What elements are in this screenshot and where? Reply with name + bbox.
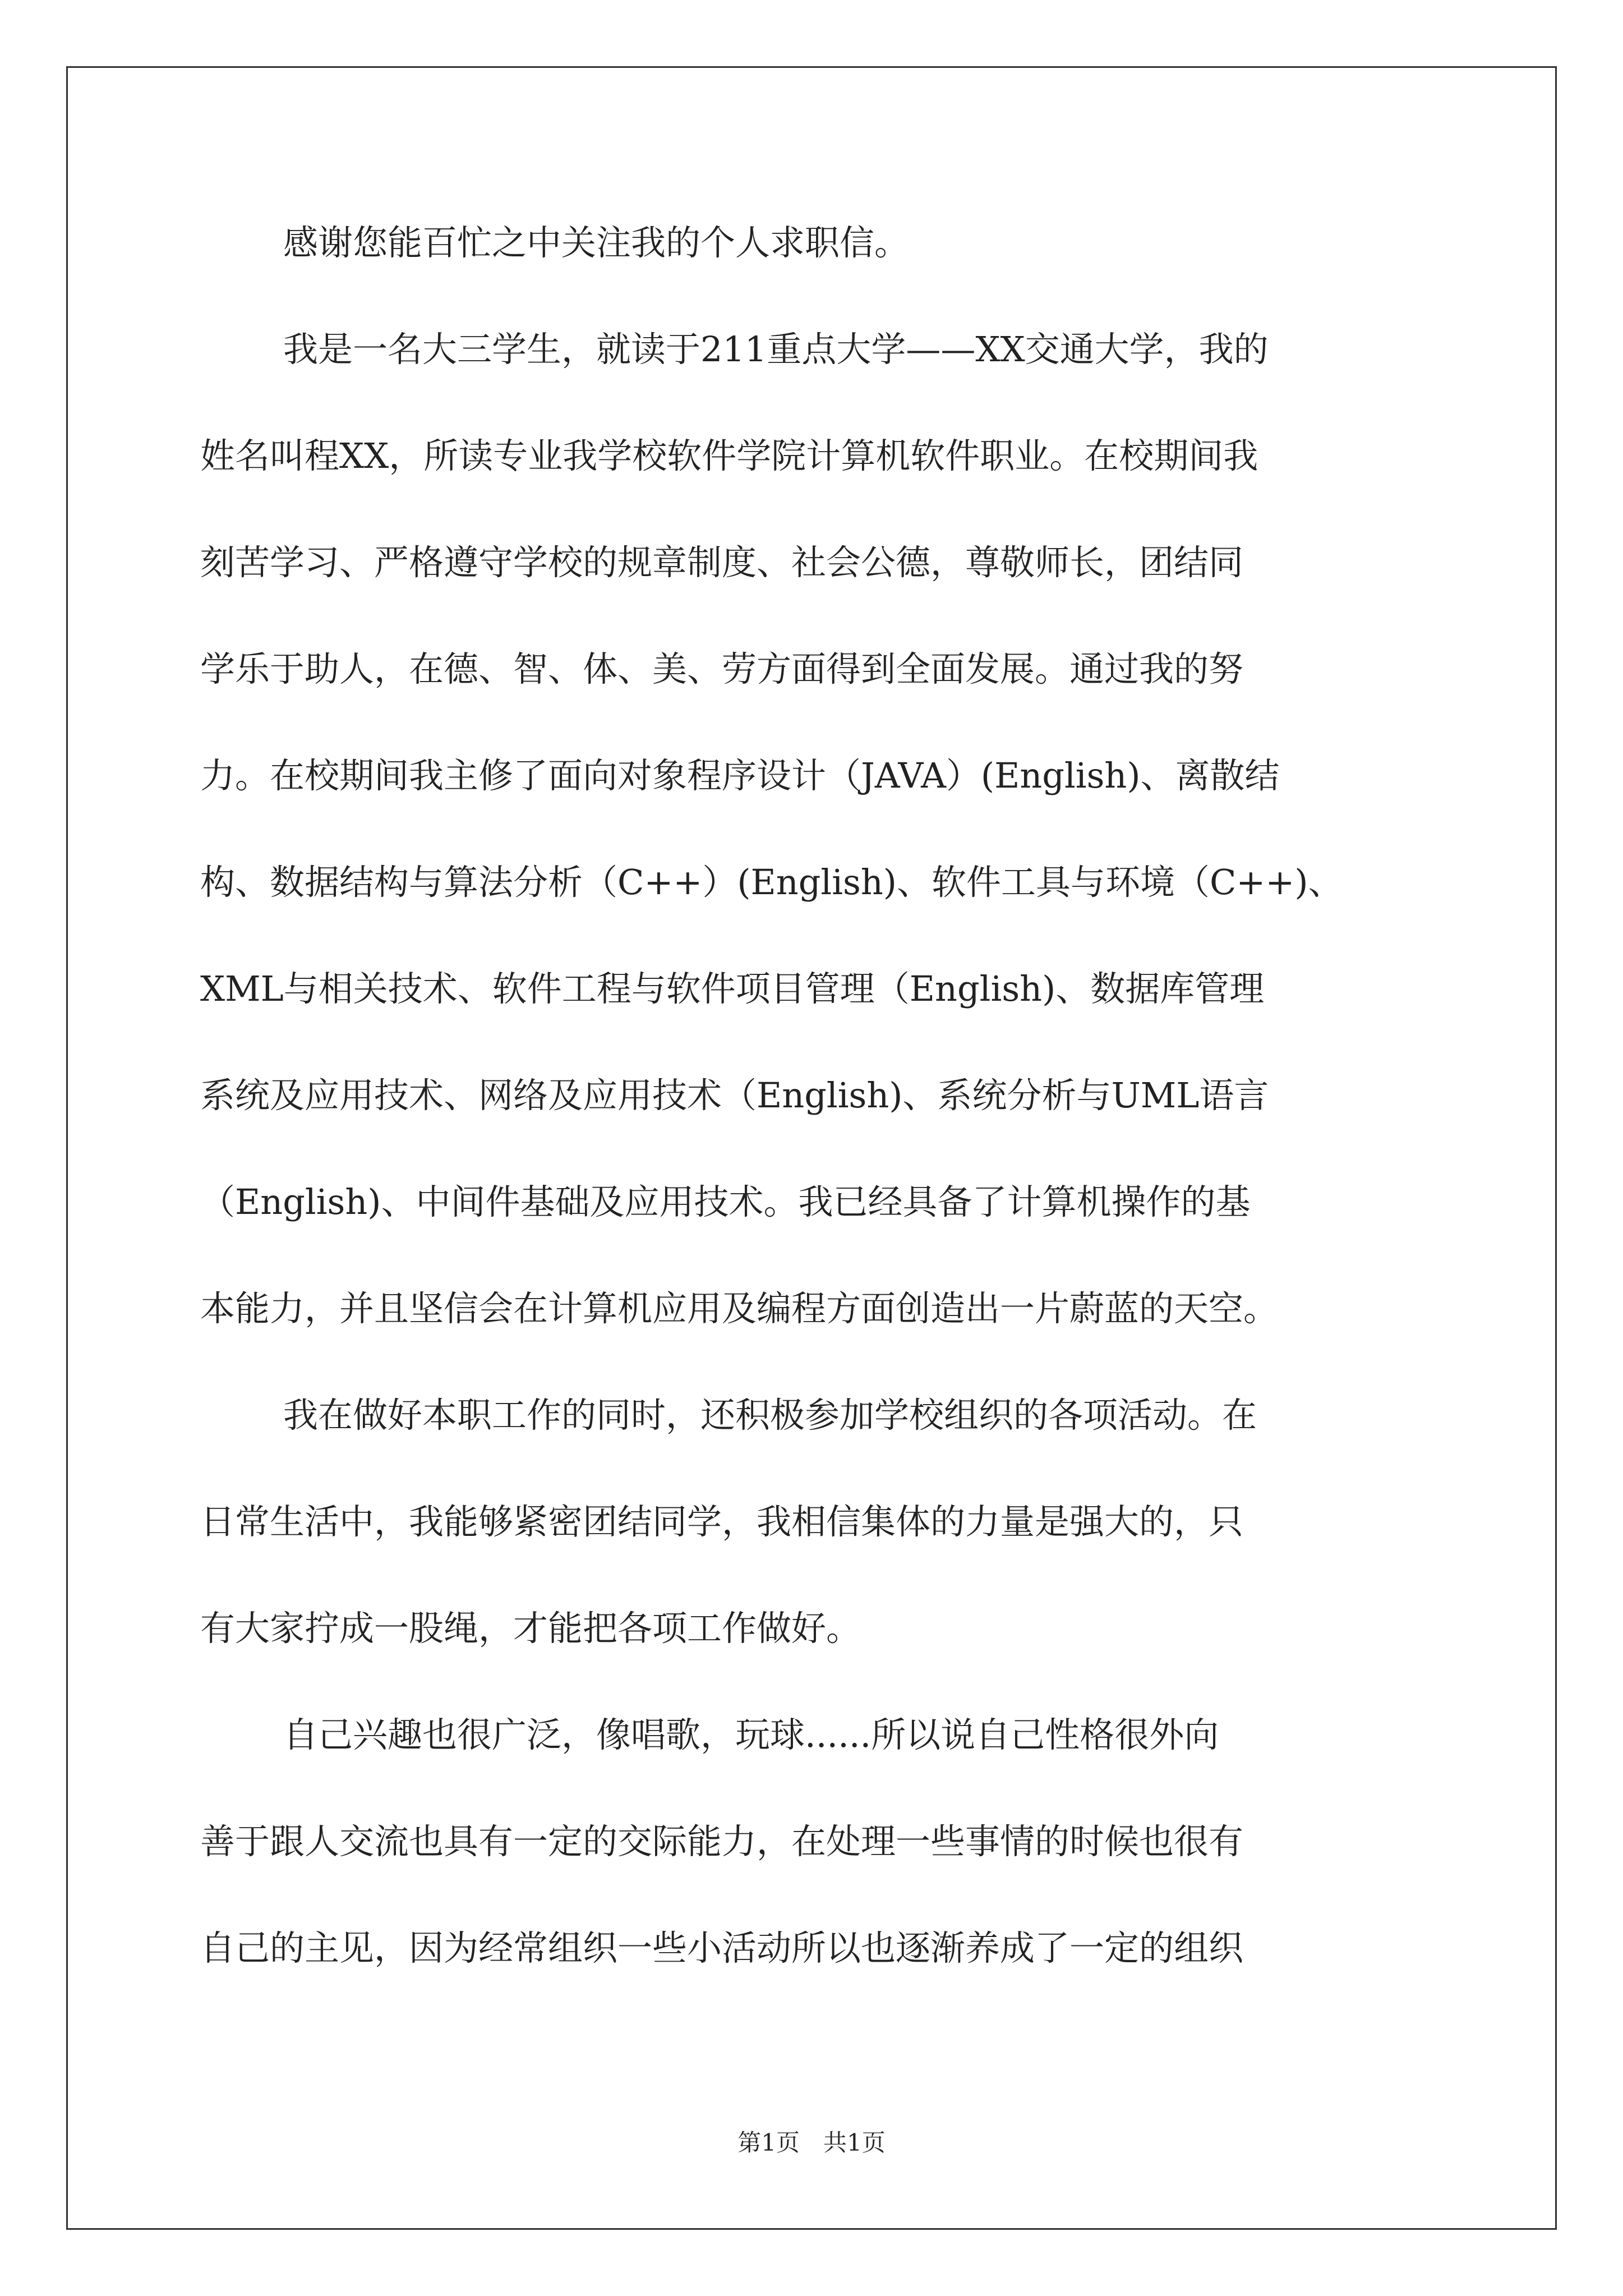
paragraph-4-line-2: 善于跟人交流也具有一定的交际能力，在处理一些事情的时候也很有 bbox=[200, 1821, 1244, 1862]
paragraph-2-line-8: 系统及应用技术、网络及应用技术（English)、系统分析与UML语言 bbox=[200, 1075, 1269, 1116]
paragraph-2-line-9: （English)、中间件基础及应用技术。我已经具备了计算机操作的基 bbox=[200, 1181, 1251, 1222]
paragraph-2-line-4: 学乐于助人，在德、智、体、美、劳方面得到全面发展。通过我的努 bbox=[200, 648, 1244, 689]
page-number: 第1页 共1页 bbox=[737, 2129, 886, 2156]
paragraph-2-line-2: 姓名叫程XX，所读专业我学校软件学院计算机软件职业。在校期间我 bbox=[200, 435, 1258, 476]
paragraph-2-line-7: XML与相关技术、软件工程与软件项目管理（English)、数据库管理 bbox=[200, 968, 1265, 1009]
paragraph-1-line-1: 感谢您能百忙之中关注我的个人求职信。 bbox=[283, 222, 910, 263]
paragraph-4-line-1: 自己兴趣也很广泛，像唱歌，玩球......所以说自己性格很外向 bbox=[283, 1714, 1219, 1755]
paragraph-3-line-3: 有大家拧成一股绳，才能把各项工作做好。 bbox=[200, 1608, 861, 1649]
paragraph-2-line-10: 本能力，并且坚信会在计算机应用及编程方面创造出一片蔚蓝的天空。 bbox=[200, 1288, 1279, 1329]
paragraph-4-line-3: 自己的主见，因为经常组织一些小活动所以也逐渐养成了一定的组织 bbox=[200, 1927, 1244, 1968]
paragraph-2-line-3: 刻苦学习、严格遵守学校的规章制度、社会公德，尊敬师长，团结同 bbox=[200, 542, 1244, 583]
paragraph-2-line-1: 我是一名大三学生，就读于211重点大学——XX交通大学，我的 bbox=[283, 329, 1269, 370]
paragraph-2-line-6: 构、数据结构与算法分析（C++）(English)、软件工具与环境（C++)、 bbox=[200, 862, 1343, 903]
paragraph-3-line-1: 我在做好本职工作的同时，还积极参加学校组织的各项活动。在 bbox=[283, 1395, 1257, 1435]
letter-body bbox=[200, 216, 1423, 2028]
paragraph-3-line-2: 日常生活中，我能够紧密团结同学，我相信集体的力量是强大的，只 bbox=[200, 1501, 1244, 1542]
paragraph-2-line-5: 力。在校期间我主修了面向对象程序设计（JAVA）(English)、离散结 bbox=[200, 755, 1280, 796]
